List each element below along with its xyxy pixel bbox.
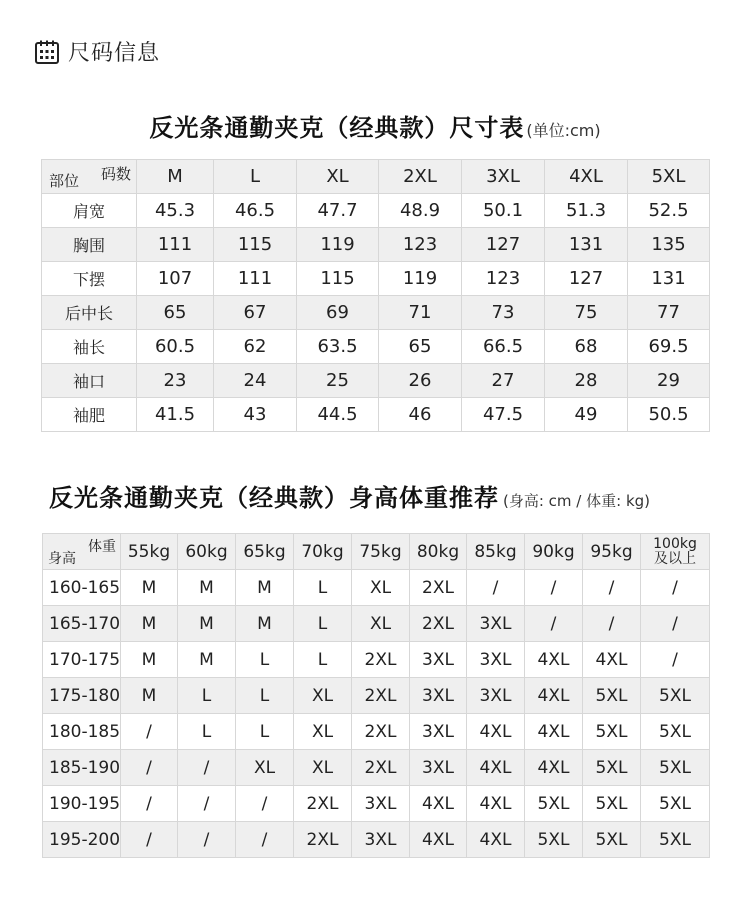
- part-label: 胸围: [42, 228, 137, 262]
- size-header-cell: 3XL: [462, 160, 545, 194]
- recommended-size-cell: M: [178, 570, 236, 606]
- recommended-size-cell: /: [121, 822, 178, 858]
- weight-header-cell: [641, 534, 710, 570]
- recommended-size-cell: /: [236, 786, 294, 822]
- recommended-size-cell: 3XL: [410, 750, 467, 786]
- table-row: [43, 642, 710, 678]
- measurement-cell: 28: [545, 364, 628, 398]
- measurement-cell: 73: [462, 296, 545, 330]
- measurement-cell: 119: [379, 262, 462, 296]
- measurement-cell: 135: [628, 228, 710, 262]
- table-row: [42, 364, 710, 398]
- table-row: [42, 194, 710, 228]
- recommended-size-cell: 5XL: [583, 714, 641, 750]
- recommended-size-cell: /: [236, 822, 294, 858]
- measurement-cell: 63.5: [297, 330, 379, 364]
- table-row: [43, 678, 710, 714]
- recommended-size-cell: 2XL: [294, 786, 352, 822]
- part-label: 袖长: [42, 330, 137, 364]
- measurement-cell: 69: [297, 296, 379, 330]
- size-header-cell: M: [137, 160, 214, 194]
- table-row: [43, 822, 710, 858]
- recommended-size-cell: L: [236, 678, 294, 714]
- recommended-size-cell: XL: [352, 606, 410, 642]
- corner-bottom-label: 身高: [48, 551, 76, 567]
- recommended-size-cell: 3XL: [352, 822, 410, 858]
- measurement-cell: 66.5: [462, 330, 545, 364]
- recommended-size-cell: 5XL: [583, 678, 641, 714]
- recommended-size-cell: M: [121, 606, 178, 642]
- corner-cell: [42, 160, 137, 194]
- recommended-size-cell: 2XL: [352, 642, 410, 678]
- recommended-size-cell: M: [236, 606, 294, 642]
- recommended-size-cell: 4XL: [410, 822, 467, 858]
- recommended-size-cell: 4XL: [467, 750, 525, 786]
- recommended-size-cell: XL: [352, 570, 410, 606]
- recommended-size-cell: 5XL: [525, 786, 583, 822]
- table-row: [42, 262, 710, 296]
- section-title: 尺码信息: [68, 41, 161, 66]
- recommended-size-cell: 3XL: [467, 678, 525, 714]
- measurement-cell: 24: [214, 364, 297, 398]
- measurement-cell: 67: [214, 296, 297, 330]
- recommended-size-cell: M: [178, 642, 236, 678]
- weight-header-line: 100kg: [653, 535, 697, 552]
- measurement-cell: 119: [297, 228, 379, 262]
- recommended-size-cell: 3XL: [467, 642, 525, 678]
- measurement-cell: 51.3: [545, 194, 628, 228]
- measurement-cell: 41.5: [137, 398, 214, 432]
- recommended-size-cell: 3XL: [410, 678, 467, 714]
- recommended-size-cell: 4XL: [410, 786, 467, 822]
- measurement-cell: 69.5: [628, 330, 710, 364]
- height-label: 165-170: [43, 606, 121, 642]
- recommended-size-cell: 4XL: [467, 714, 525, 750]
- measurement-cell: 123: [462, 262, 545, 296]
- weight-header-row: [43, 534, 710, 570]
- recommended-size-cell: 2XL: [352, 714, 410, 750]
- recommended-size-cell: 5XL: [641, 714, 710, 750]
- table-row: [42, 228, 710, 262]
- corner-top-label: 体重: [88, 539, 116, 555]
- measurement-cell: 123: [379, 228, 462, 262]
- recommended-size-cell: 3XL: [410, 714, 467, 750]
- recommended-size-cell: L: [294, 570, 352, 606]
- recommended-size-cell: /: [178, 750, 236, 786]
- measurement-cell: 29: [628, 364, 710, 398]
- recommended-size-cell: /: [121, 714, 178, 750]
- size-table: [41, 159, 710, 432]
- measurement-cell: 26: [379, 364, 462, 398]
- recommended-size-cell: 4XL: [525, 642, 583, 678]
- recommended-size-cell: 4XL: [467, 786, 525, 822]
- measurement-cell: 46: [379, 398, 462, 432]
- weight-header-cell: 95kg: [583, 534, 641, 570]
- part-label: 下摆: [42, 262, 137, 296]
- table-row: [42, 296, 710, 330]
- recommended-size-cell: 3XL: [410, 642, 467, 678]
- recommended-size-cell: /: [178, 822, 236, 858]
- height-label: 190-195: [43, 786, 121, 822]
- measurement-cell: 115: [297, 262, 379, 296]
- weight-header-cell: 90kg: [525, 534, 583, 570]
- measurement-cell: 60.5: [137, 330, 214, 364]
- recommended-size-cell: 4XL: [525, 678, 583, 714]
- height-label: 185-190: [43, 750, 121, 786]
- calendar-icon: [34, 39, 60, 65]
- table-row: [43, 750, 710, 786]
- recommended-size-cell: /: [583, 570, 641, 606]
- part-label: 肩宽: [42, 194, 137, 228]
- measurement-cell: 127: [545, 262, 628, 296]
- measurement-cell: 131: [628, 262, 710, 296]
- measurement-cell: 131: [545, 228, 628, 262]
- recommended-size-cell: 4XL: [583, 642, 641, 678]
- corner-bottom-label: 部位: [49, 172, 80, 190]
- measurement-cell: 46.5: [214, 194, 297, 228]
- rec-table-heading: [49, 478, 650, 513]
- table-row: [43, 606, 710, 642]
- corner-top-label: 码数: [100, 165, 131, 183]
- measurement-cell: 75: [545, 296, 628, 330]
- table-row: [43, 714, 710, 750]
- measurement-cell: 77: [628, 296, 710, 330]
- recommended-size-cell: L: [178, 714, 236, 750]
- recommended-size-cell: 3XL: [467, 606, 525, 642]
- weight-header-cell: 60kg: [178, 534, 236, 570]
- recommended-size-cell: 5XL: [583, 822, 641, 858]
- section-header: [34, 36, 160, 67]
- size-header-cell: 4XL: [545, 160, 628, 194]
- recommended-size-cell: 2XL: [294, 822, 352, 858]
- recommended-size-cell: /: [641, 642, 710, 678]
- recommended-size-cell: L: [294, 642, 352, 678]
- measurement-cell: 25: [297, 364, 379, 398]
- recommended-size-cell: 5XL: [641, 786, 710, 822]
- recommended-size-cell: /: [641, 570, 710, 606]
- recommended-size-cell: 5XL: [525, 822, 583, 858]
- height-label: 175-180: [43, 678, 121, 714]
- measurement-cell: 111: [137, 228, 214, 262]
- measurement-cell: 52.5: [628, 194, 710, 228]
- size-header-cell: XL: [297, 160, 379, 194]
- weight-header-cell: 70kg: [294, 534, 352, 570]
- recommended-size-cell: 2XL: [352, 750, 410, 786]
- weight-header-cell: 75kg: [352, 534, 410, 570]
- recommended-size-cell: 5XL: [641, 822, 710, 858]
- weight-header-line: 及以上: [654, 550, 696, 567]
- table-row: [43, 786, 710, 822]
- recommended-size-cell: 4XL: [525, 714, 583, 750]
- table-row: [42, 398, 710, 432]
- measurement-cell: 49: [545, 398, 628, 432]
- recommended-size-cell: M: [121, 678, 178, 714]
- weight-header-cell: 55kg: [121, 534, 178, 570]
- measurement-cell: 45.3: [137, 194, 214, 228]
- weight-header-cell: 80kg: [410, 534, 467, 570]
- part-label: 袖肥: [42, 398, 137, 432]
- recommended-size-cell: M: [236, 570, 294, 606]
- recommended-size-cell: L: [236, 714, 294, 750]
- measurement-cell: 50.1: [462, 194, 545, 228]
- recommendation-table: [42, 533, 710, 858]
- size-header-cell: L: [214, 160, 297, 194]
- part-label: 后中长: [42, 296, 137, 330]
- size-header-cell: 5XL: [628, 160, 710, 194]
- part-label: 袖口: [42, 364, 137, 398]
- table-row: [42, 330, 710, 364]
- measurement-cell: 65: [137, 296, 214, 330]
- height-label: 160-165: [43, 570, 121, 606]
- recommended-size-cell: /: [525, 606, 583, 642]
- measurement-cell: 62: [214, 330, 297, 364]
- recommended-size-cell: 5XL: [641, 750, 710, 786]
- measurement-cell: 47.5: [462, 398, 545, 432]
- recommended-size-cell: /: [178, 786, 236, 822]
- recommended-size-cell: 5XL: [583, 786, 641, 822]
- recommended-size-cell: 2XL: [352, 678, 410, 714]
- recommended-size-cell: 4XL: [467, 822, 525, 858]
- recommended-size-cell: M: [121, 642, 178, 678]
- recommended-size-cell: 2XL: [410, 606, 467, 642]
- recommended-size-cell: /: [641, 606, 710, 642]
- weight-header-cell: 85kg: [467, 534, 525, 570]
- measurement-cell: 68: [545, 330, 628, 364]
- recommended-size-cell: XL: [236, 750, 294, 786]
- size-header-cell: 2XL: [379, 160, 462, 194]
- recommended-size-cell: /: [467, 570, 525, 606]
- height-label: 195-200: [43, 822, 121, 858]
- measurement-cell: 115: [214, 228, 297, 262]
- measurement-cell: 71: [379, 296, 462, 330]
- recommended-size-cell: M: [121, 570, 178, 606]
- recommended-size-cell: M: [178, 606, 236, 642]
- recommended-size-cell: XL: [294, 714, 352, 750]
- measurement-cell: 47.7: [297, 194, 379, 228]
- measurement-cell: 50.5: [628, 398, 710, 432]
- recommended-size-cell: /: [121, 786, 178, 822]
- recommended-size-cell: L: [236, 642, 294, 678]
- corner-cell: [43, 534, 121, 570]
- recommended-size-cell: 3XL: [352, 786, 410, 822]
- height-label: 180-185: [43, 714, 121, 750]
- recommended-size-cell: /: [583, 606, 641, 642]
- size-header-row: [42, 160, 710, 194]
- measurement-cell: 107: [137, 262, 214, 296]
- measurement-cell: 65: [379, 330, 462, 364]
- recommended-size-cell: 5XL: [583, 750, 641, 786]
- measurement-cell: 44.5: [297, 398, 379, 432]
- rec-table-unit: (身高: cm / 体重: kg): [503, 492, 651, 510]
- recommended-size-cell: /: [121, 750, 178, 786]
- recommended-size-cell: L: [294, 606, 352, 642]
- recommended-size-cell: 4XL: [525, 750, 583, 786]
- measurement-cell: 48.9: [379, 194, 462, 228]
- recommended-size-cell: /: [525, 570, 583, 606]
- rec-table-title: 反光条通勤夹克（经典款）身高体重推荐: [49, 484, 499, 512]
- size-table-unit: (单位:cm): [526, 121, 601, 140]
- table-row: [43, 570, 710, 606]
- measurement-cell: 111: [214, 262, 297, 296]
- size-table-heading: [0, 108, 750, 143]
- recommended-size-cell: L: [178, 678, 236, 714]
- measurement-cell: 27: [462, 364, 545, 398]
- measurement-cell: 43: [214, 398, 297, 432]
- recommended-size-cell: 5XL: [641, 678, 710, 714]
- recommended-size-cell: XL: [294, 678, 352, 714]
- size-table-title: 反光条通勤夹克（经典款）尺寸表: [149, 114, 525, 142]
- height-label: 170-175: [43, 642, 121, 678]
- recommended-size-cell: 2XL: [410, 570, 467, 606]
- recommended-size-cell: XL: [294, 750, 352, 786]
- measurement-cell: 23: [137, 364, 214, 398]
- measurement-cell: 127: [462, 228, 545, 262]
- weight-header-cell: 65kg: [236, 534, 294, 570]
